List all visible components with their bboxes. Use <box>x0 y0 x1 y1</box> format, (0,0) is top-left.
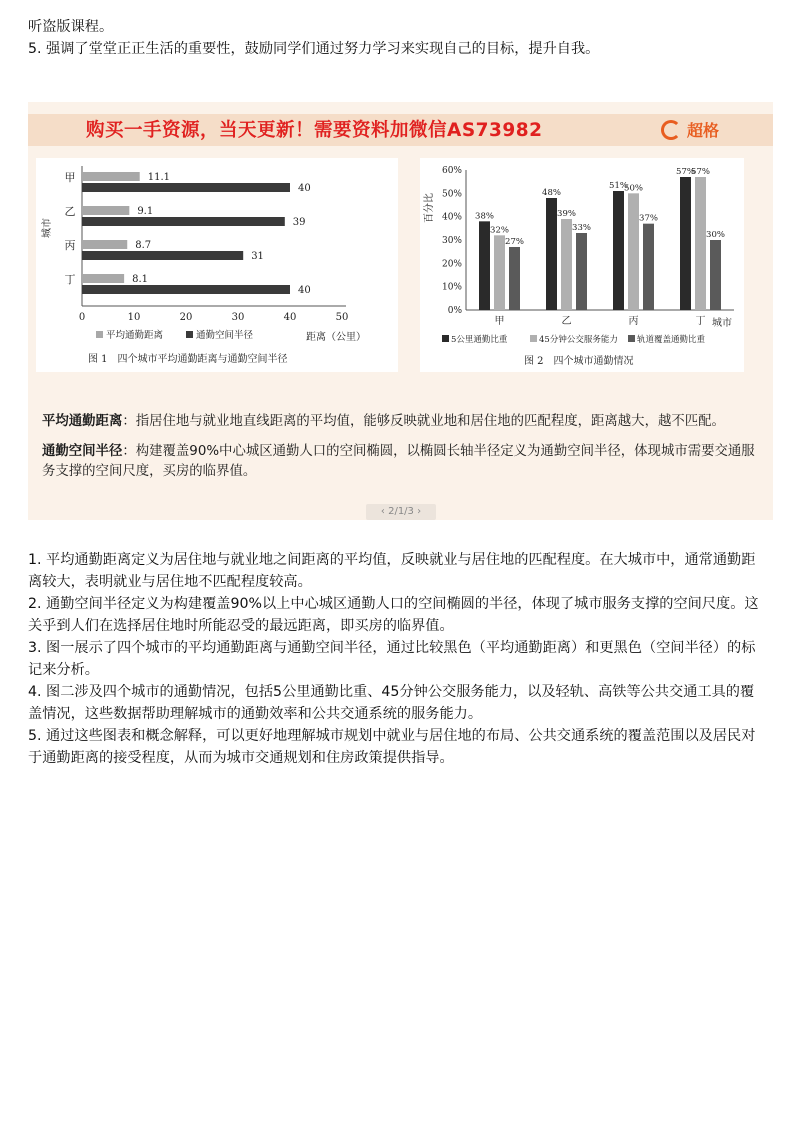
legend-label: 45分钟公交服务能力 <box>539 335 618 345</box>
bar-series-3 <box>710 240 721 310</box>
text-line: 5. 通过这些图表和概念解释，可以更好地理解城市规划中就业与居住地的布局、公共交通系统的覆盖范围以及居民对于通勤距离的接受程度，从而为城市交通规划和住房政策提供指导。 <box>28 728 756 766</box>
bar-value-label: 50% <box>624 183 643 194</box>
bar-avg-distance <box>82 172 140 181</box>
text-line: 2. 通勤空间半径定义为构建覆盖90%以上中心城区通勤人口的空间椭圆的半径，体现了城市服务支撑的空间尺度。这关乎到人们在选择居住地时所能忍受的最远距离，即买房的临界值。 <box>28 596 759 634</box>
definition-item <box>42 412 762 432</box>
chart-title: 图 1 四个城市平均通勤距离与通勤空间半径 <box>88 354 288 365</box>
banner-text: 购买一手资源，当天更新！需要资料加微信AS73982 <box>86 120 543 141</box>
category-label: 甲 <box>64 171 76 184</box>
bar-avg-distance <box>82 240 127 249</box>
bar-value-label: 40 <box>298 285 311 296</box>
text-line: 听盗版课程。 <box>28 19 114 35</box>
definition-item <box>42 442 762 482</box>
bar-value-label: 40 <box>298 183 311 194</box>
x-tick-label: 50 <box>335 312 349 323</box>
y-tick-label: 60% <box>441 166 462 176</box>
legend-label: 轨道覆盖通勤比重 <box>637 335 706 345</box>
definition-term: 通勤空间半径 <box>42 444 123 459</box>
bar-series-1 <box>613 191 624 310</box>
logo-text: 超格 <box>686 121 719 140</box>
text-line: 4. 图二涉及四个城市的通勤情况，包括5公里通勤比重、45分钟公交服务能力，以及轻轨、高铁等公共交通工具的覆盖情况，这些数据帮助理解城市的通勤效率和公共交通系统的服务能力。 <box>28 684 755 722</box>
category-label: 乙 <box>64 205 76 218</box>
text-line: 3. 图一展示了四个城市的平均通勤距离与通勤空间半径，通过比较黑色（平均通勤距离）和更黑色（空间半径）的标记来分析。 <box>28 640 756 678</box>
top-text <box>28 16 760 60</box>
bar-value-label: 8.7 <box>135 240 152 251</box>
bar-value-label: 31 <box>251 251 264 262</box>
category-label: 丁 <box>695 316 706 327</box>
text-line: 5. 强调了堂堂正正生活的重要性，鼓励同学们通过努力学习来实现自己的目标，提升自我。 <box>28 41 600 57</box>
bar-series-2 <box>628 193 639 310</box>
banner <box>28 114 773 146</box>
x-axis-title: 距离（公里） <box>306 332 366 343</box>
legend-label: 5公里通勤比重 <box>451 335 508 345</box>
bar-series-3 <box>509 247 520 310</box>
y-tick-label: 10% <box>441 282 462 293</box>
y-tick-label: 20% <box>441 259 462 270</box>
y-axis-title: 城市 <box>42 218 53 238</box>
chart2-svg <box>420 158 744 372</box>
text-line: 1. 平均通勤距离定义为居住地与就业地之间距离的平均值，反映就业与居住地的匹配程度。在大城市中，通常通勤距离较大，表明就业与居住地不匹配程度较高。 <box>28 552 756 590</box>
bar-radius <box>82 217 285 226</box>
category-label: 丙 <box>64 239 76 252</box>
bar-value-label: 32% <box>490 225 509 236</box>
bar-avg-distance <box>82 274 124 283</box>
bar-series-1 <box>680 177 691 310</box>
bar-value-label: 11.1 <box>147 172 170 183</box>
bar-series-1 <box>546 198 557 310</box>
bar-avg-distance <box>82 206 129 215</box>
x-tick-label: 10 <box>127 312 141 323</box>
bar-value-label: 33% <box>572 223 591 233</box>
definition-text: ：指居住地与就业地直线距离的平均值，能够反映就业地和居住地的匹配程度，距离越大，越不匹配。 <box>122 414 725 429</box>
bar-value-label: 51% <box>609 181 628 191</box>
x-tick-label: 0 <box>78 312 86 323</box>
bar-value-label: 9.1 <box>137 206 154 217</box>
bar-radius <box>82 251 243 260</box>
category-label: 乙 <box>561 316 572 327</box>
x-tick-label: 30 <box>231 312 245 323</box>
category-label: 丙 <box>628 316 639 327</box>
bar-value-label: 27% <box>505 237 524 247</box>
logo-icon <box>661 120 681 140</box>
legend-label: 通勤空间半径 <box>196 330 254 341</box>
category-label: 丁 <box>64 273 76 286</box>
bar-value-label: 8.1 <box>132 274 149 285</box>
chart-title: 图 2 四个城市通勤情况 <box>524 356 634 367</box>
category-label: 甲 <box>494 316 505 327</box>
definition-term: 平均通勤距离 <box>42 414 123 429</box>
bar-value-label: 57% <box>676 167 695 177</box>
image-pager[interactable]: ‹ 2/1/3 › <box>366 504 436 520</box>
bar-value-label: 48% <box>542 188 561 198</box>
bar-value-label: 39% <box>557 209 576 219</box>
bottom-text <box>28 549 760 769</box>
bar-radius <box>82 183 290 192</box>
chart-commute-situation <box>420 158 744 372</box>
chart-commute-distance <box>36 158 398 372</box>
bar-value-label: 38% <box>475 211 494 222</box>
bar-series-2 <box>561 219 572 310</box>
bar-series-3 <box>643 224 654 310</box>
definition-text: ：构建覆盖90%中心城区通勤人口的空间椭圆，以椭圆长轴半径定义为通勤空间半径，体现城市需要交通服务支撑的空间尺度，买房的临界值。 <box>42 444 755 479</box>
bar-series-2 <box>695 177 706 310</box>
bar-series-2 <box>494 235 505 310</box>
y-tick-label: 0% <box>447 306 462 316</box>
legend-swatch <box>96 331 103 338</box>
legend-swatch <box>186 331 193 338</box>
bar-series-1 <box>479 221 490 310</box>
x-tick-label: 20 <box>179 312 193 323</box>
y-axis-title: 百分比 <box>424 193 435 223</box>
legend-swatch <box>530 335 537 342</box>
bar-series-3 <box>576 233 587 310</box>
y-tick-label: 30% <box>441 236 462 246</box>
logo <box>661 118 719 141</box>
legend-label: 平均通勤距离 <box>106 330 164 341</box>
bar-radius <box>82 285 290 294</box>
legend-swatch <box>628 335 635 342</box>
bar-value-label: 37% <box>639 213 658 224</box>
bar-value-label: 39 <box>292 217 306 228</box>
chart1-svg <box>36 158 398 372</box>
definitions <box>42 412 762 492</box>
x-axis-title: 城市 <box>712 318 732 329</box>
y-tick-label: 50% <box>441 189 462 200</box>
figure-image <box>28 102 773 520</box>
legend-swatch <box>442 335 449 342</box>
bar-value-label: 30% <box>706 230 725 240</box>
x-tick-label: 40 <box>283 312 297 323</box>
bar-value-label: 57% <box>691 167 710 177</box>
y-tick-label: 40% <box>441 212 462 223</box>
